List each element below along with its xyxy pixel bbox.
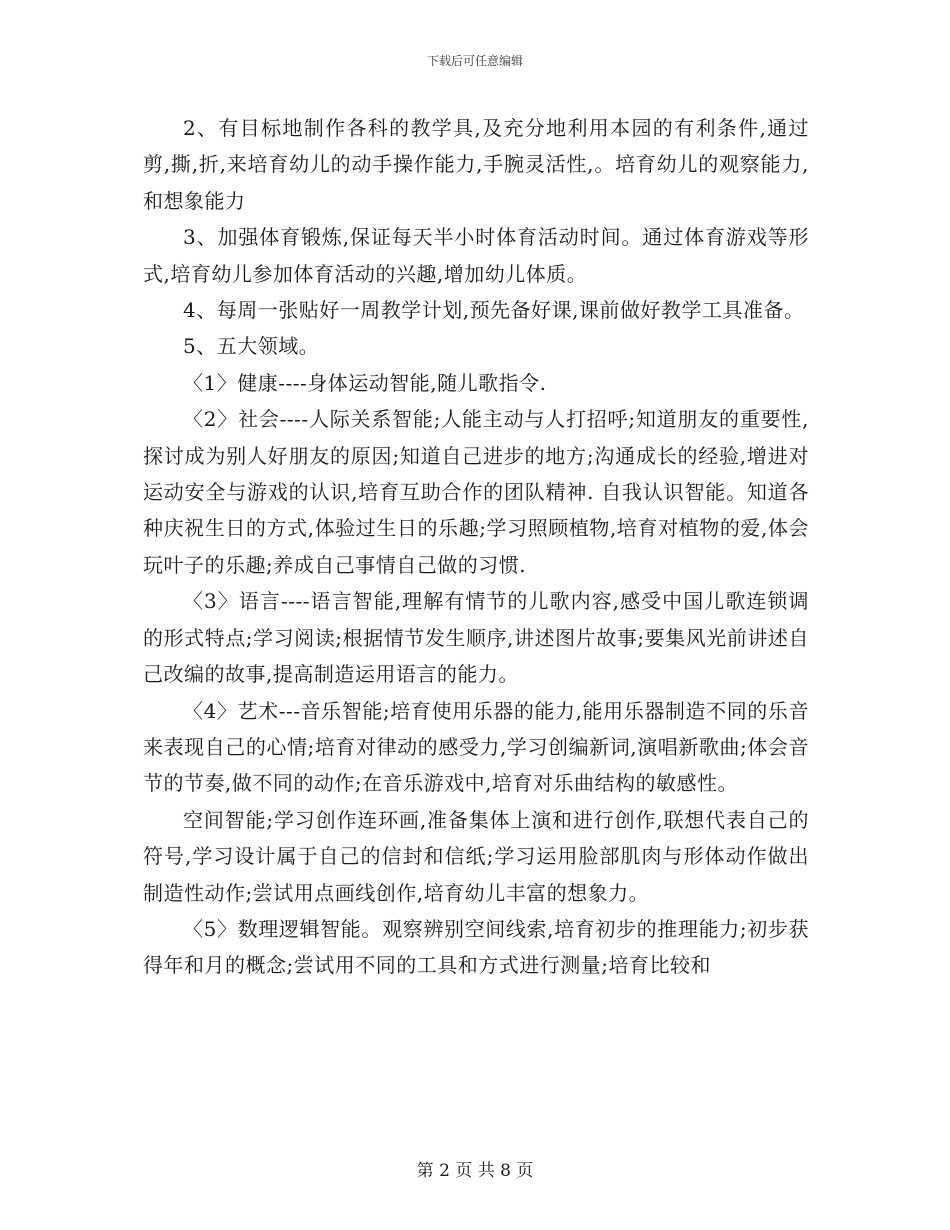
paragraph-art: 〈4〉艺术---音乐智能;培育使用乐器的能力,能用乐器制造不同的乐音来表现自己的心情;培育对律动的感受力,学习创编新词,演唱新歌曲;体会音节的节奏,做不同的动作;在音乐游戏中,培育对乐曲结构的敏感性。 — [143, 698, 809, 796]
paragraph-society: 〈2〉社会----人际关系智能;人能主动与人打招呼;知道朋友的重要性,探讨成为别人好朋友的原因;知道自己进步的地方;沟通成长的经验,增进对运动安全与游戏的认识,培育互助合作的团队精神. 自我认识智能。知道各种庆祝生日的方式,体验过生日的乐趣;学习照顾植物,培育对植物的爱,体会玩叶子的乐趣;养成自己事情自己做的习惯. — [143, 407, 809, 577]
document-body — [143, 110, 809, 984]
page-header: 下载后可任意编辑 — [426, 54, 523, 68]
page-number: 第 2 页 共 8 页 — [416, 1161, 534, 1181]
paragraph-logic: 〈5〉数理逻辑智能。观察辨别空间线索,培育初步的推理能力;初步获得年和月的概念;尝试用不同的工具和方式进行测量;培育比较和 — [143, 916, 809, 978]
paragraph-spatial: 空间智能;学习创作连环画,准备集体上演和进行创作,联想代表自己的符号,学习设计属于自己的信封和信纸;学习运用脸部肌肉与形体动作做出制造性动作;尝试用点画线创作,培育幼儿丰富的想象力。 — [143, 807, 809, 905]
paragraph-language: 〈3〉语言----语言智能,理解有情节的儿歌内容,感受中国儿歌连锁调的形式特点;学习阅读;根据情节发生顺序,讲述图片故事;要集风光前讲述自己改编的故事,提高制造运用语言的能力。 — [143, 589, 809, 687]
paragraph-item-4: 4、每周一张贴好一周教学计划,预先备好课,课前做好教学工具准备。 — [183, 298, 805, 323]
paragraph-item-3: 3、加强体育锻炼,保证每天半小时体育活动时间。通过体育游戏等形式,培育幼儿参加体育活动的兴趣,增加幼儿体质。 — [143, 225, 809, 286]
paragraph-health: 〈1〉健康----身体运动智能,随儿歌指令. — [183, 370, 547, 395]
paragraph-item-5: 5、五大领域。 — [183, 334, 320, 359]
paragraph-item-2: 2、有目标地制作各科的教学具,及充分地利用本园的有利条件,通过剪,撕,折,来培育幼儿的动手操作能力,手腕灵活性,。培育幼儿的观察能力,和想象能力 — [143, 116, 809, 213]
